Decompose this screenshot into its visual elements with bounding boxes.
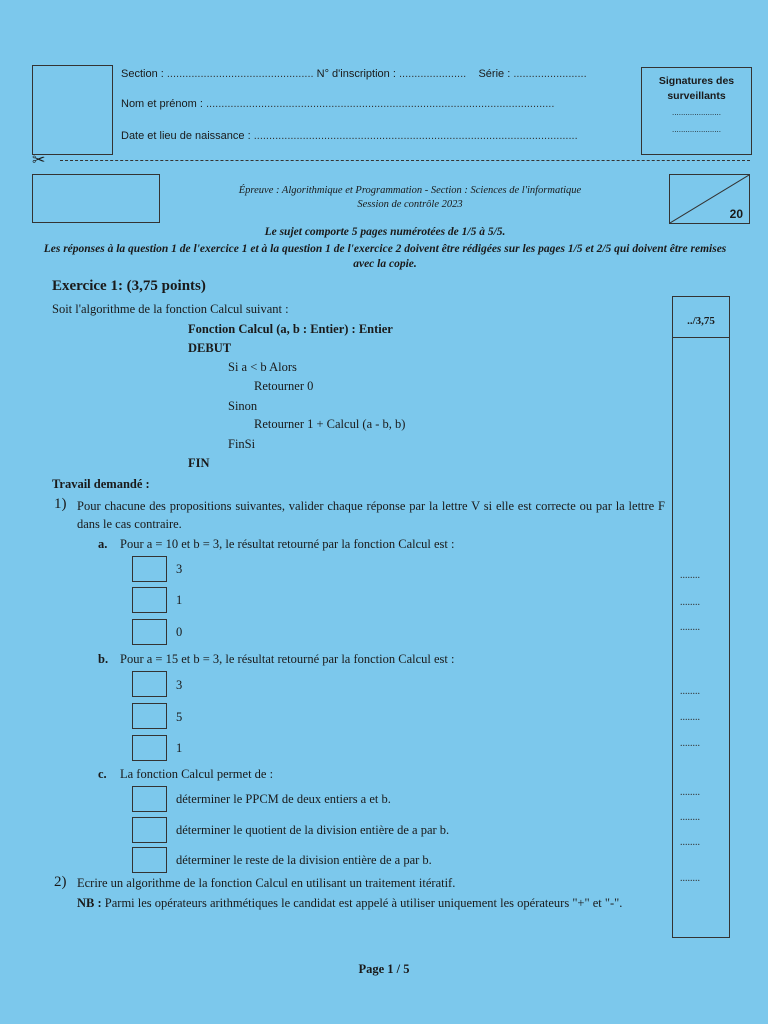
exercise1-title: Exercice 1: (3,75 points) bbox=[52, 278, 206, 294]
cut-line bbox=[60, 160, 750, 161]
exam-title: Épreuve : Algorithmique et Programmation - Section : Sciences de l'informatique bbox=[238, 185, 582, 196]
qc-mark-2: ........ bbox=[680, 812, 700, 823]
algo-ret1: Retourner 1 + Calcul (a - b, b) bbox=[254, 417, 406, 431]
algo-ret0: Retourner 0 bbox=[254, 379, 314, 393]
work-heading: Travail demandé : bbox=[52, 477, 150, 491]
qa-mark-1: ........ bbox=[680, 570, 700, 581]
qc-mark-1: ........ bbox=[680, 787, 700, 798]
qc-checkbox-1[interactable] bbox=[132, 786, 167, 812]
inscription-label: N° d'inscription : bbox=[316, 68, 396, 80]
section-field[interactable]: ................................................ bbox=[166, 68, 314, 80]
signatures-box bbox=[641, 67, 752, 155]
name-field[interactable]: .................................................................................................................. bbox=[205, 98, 555, 110]
qb-option-1: 3 bbox=[176, 678, 183, 692]
qb-checkbox-2[interactable] bbox=[132, 703, 167, 729]
signature-field-2[interactable]: ...................... bbox=[672, 125, 721, 134]
section-row bbox=[121, 68, 631, 80]
qc-mark-3: ........ bbox=[680, 837, 700, 848]
qb-option-3: 1 bbox=[176, 741, 183, 755]
qb-mark-3: ........ bbox=[680, 738, 700, 749]
algo-if: Si a < b Alors bbox=[228, 360, 297, 374]
qb-text: Pour a = 15 et b = 3, le résultat retourné par la fonction Calcul est : bbox=[120, 652, 455, 666]
q1-text: Pour chacune des propositions suivantes, valider chaque réponse par la lettre V si elle est correcte ou par la lettre F dans le cas contraire. bbox=[77, 499, 665, 531]
signature-field-1[interactable]: ...................... bbox=[672, 108, 721, 117]
intro-instructions: Les réponses à la question 1 de l'exercice 1 et à la question 1 de l'exercice 2 doivent être rédigées sur les pages 1/5 et 2/5 qui doivent être remises avec la copie. bbox=[43, 243, 727, 270]
nb-text: Parmi les opérateurs arithmétiques le candidat est appelé à utiliser uniquement les opérateurs "+" et "-". bbox=[104, 896, 623, 910]
qb-mark-2: ........ bbox=[680, 712, 700, 723]
name-label: Nom et prénom : bbox=[121, 98, 203, 110]
birth-field[interactable]: .......................................................................................................... bbox=[253, 130, 578, 142]
qa-option-3: 0 bbox=[176, 625, 183, 639]
qa-checkbox-3[interactable] bbox=[132, 619, 167, 645]
score-total: 20 bbox=[729, 207, 743, 221]
qc-checkbox-3[interactable] bbox=[132, 847, 167, 873]
algo-endif: FinSi bbox=[228, 437, 256, 451]
signatures-title: Signatures des surveillants bbox=[658, 75, 735, 102]
qa-mark-2: ........ bbox=[680, 597, 700, 608]
qa-label: a. bbox=[98, 537, 108, 551]
qb-label: b. bbox=[98, 652, 109, 666]
qa-option-2: 1 bbox=[176, 593, 183, 607]
q2-text: Ecrire un algorithme de la fonction Calcul en utilisant un traitement itératif. bbox=[77, 876, 456, 890]
algo-debut: DEBUT bbox=[188, 341, 232, 355]
nb-block bbox=[77, 895, 665, 912]
qa-text: Pour a = 10 et b = 3, le résultat retourné par la fonction Calcul est : bbox=[120, 537, 455, 551]
qa-checkbox-2[interactable] bbox=[132, 587, 167, 613]
name-row bbox=[121, 98, 631, 110]
algo-fin: FIN bbox=[188, 456, 210, 470]
inscription-field[interactable]: ...................... bbox=[398, 68, 467, 80]
exam-session: Session de contrôle 2023 bbox=[357, 199, 463, 210]
qc-option-3: déterminer le reste de la division entière de a par b. bbox=[176, 853, 432, 867]
q1-number: 1) bbox=[54, 496, 67, 512]
qb-mark-1: ........ bbox=[680, 686, 700, 697]
qb-checkbox-1[interactable] bbox=[132, 671, 167, 697]
qb-checkbox-3[interactable] bbox=[132, 735, 167, 761]
page-number: Page 1 / 5 bbox=[358, 962, 410, 976]
qc-text: La fonction Calcul permet de : bbox=[120, 767, 274, 781]
birth-row bbox=[121, 130, 631, 142]
qc-label: c. bbox=[98, 767, 107, 781]
qa-checkbox-1[interactable] bbox=[132, 556, 167, 582]
points-box: ../3,75 bbox=[673, 297, 729, 338]
qa-mark-3: ........ bbox=[680, 622, 700, 633]
qc-option-2: déterminer le quotient de la division entière de a par b. bbox=[176, 823, 450, 837]
algo-else: Sinon bbox=[228, 399, 258, 413]
birth-label: Date et lieu de naissance : bbox=[121, 130, 251, 142]
scissors-icon: ✂ bbox=[32, 152, 46, 169]
section-label: Section : bbox=[121, 68, 164, 80]
q2-mark: ........ bbox=[680, 873, 700, 884]
qb-option-2: 5 bbox=[176, 710, 183, 724]
q2-number: 2) bbox=[54, 874, 67, 890]
photo-box bbox=[32, 65, 113, 155]
exercise1-intro: Soit l'algorithme de la fonction Calcul suivant : bbox=[52, 302, 289, 316]
qa-option-1: 3 bbox=[176, 562, 183, 576]
serie-label: Série : bbox=[478, 68, 511, 80]
nb-label: NB : bbox=[77, 896, 102, 910]
algo-signature: Fonction Calcul (a, b : Entier) : Entier bbox=[188, 322, 393, 336]
serie-field[interactable]: ........................ bbox=[513, 68, 587, 80]
code-box bbox=[32, 174, 160, 223]
qc-checkbox-2[interactable] bbox=[132, 817, 167, 843]
intro-pages: Le sujet comporte 5 pages numérotées de 1/5 à 5/5. bbox=[264, 226, 506, 238]
score-box bbox=[669, 174, 750, 224]
qc-option-1: déterminer le PPCM de deux entiers a et b. bbox=[176, 792, 391, 806]
